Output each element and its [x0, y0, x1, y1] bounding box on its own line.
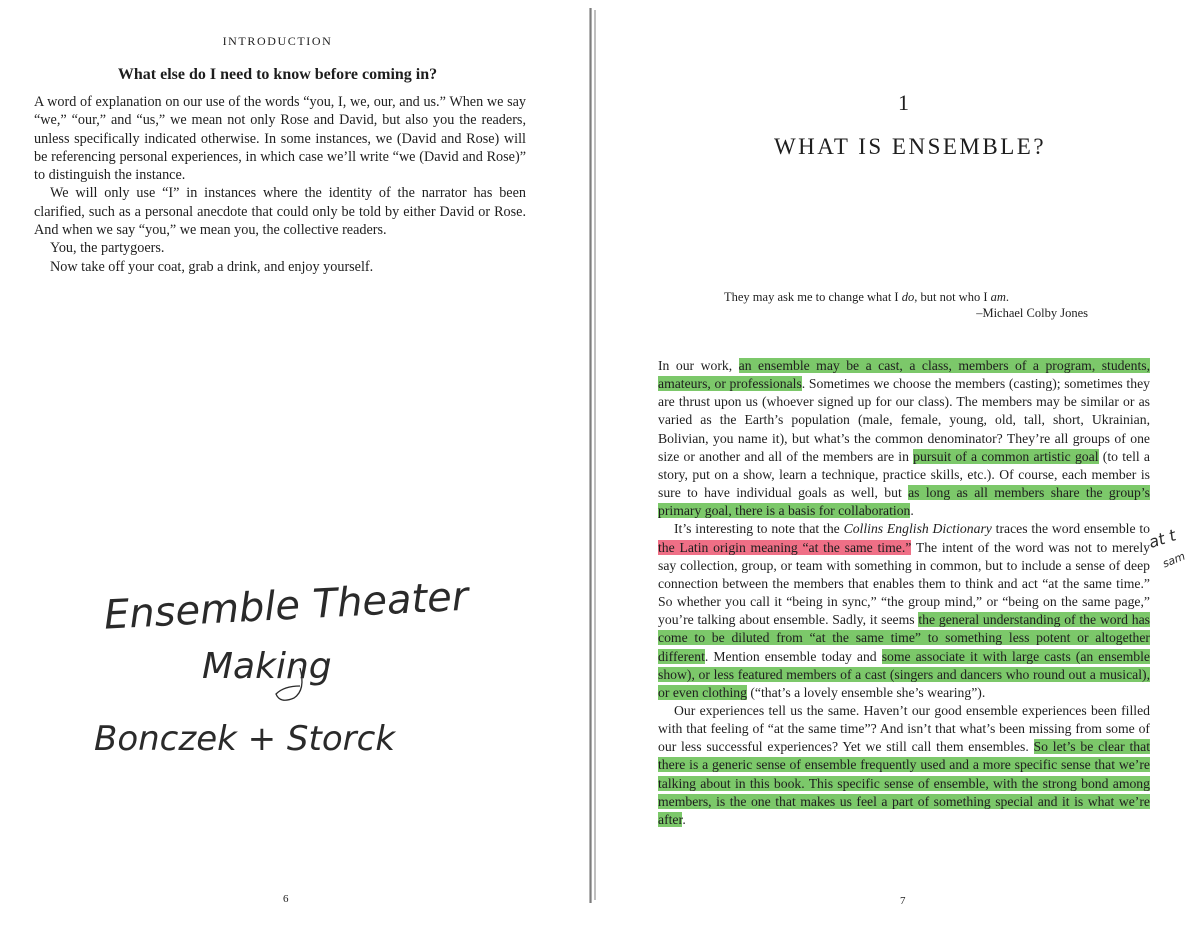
epigraph-emphasis: am	[990, 290, 1006, 304]
right-page	[598, 0, 1200, 927]
highlighted-text: the general understanding of the word has come to be diluted from “at the same time” to something less potent or altogether different	[658, 612, 1150, 664]
body-text: The intent of the word was not to merely say collection, group, or team with something in common, but to include a sense of deep connection between the members that enables them to think and act “at the same time.” So whether you call it “being in sync,” “the group mind,” or “being on the same page,” you’re talking about ensemble. Sadly, it seems	[658, 539, 1150, 628]
section-heading: What else do I need to know before coming in?	[117, 66, 438, 83]
page-number: 7	[900, 895, 906, 907]
body-text: In our work,	[658, 358, 739, 373]
page-number: 6	[283, 893, 289, 905]
epigraph-emphasis: do	[901, 290, 915, 304]
highlighted-text: So let’s be clear that there is a generic sense of ensemble frequently used and a more specific sense that we’re talking about in this book. This specific sense of ensemble, with the strong bond among members, is the one that makes us feel a part of something special and it is what we’re after	[658, 739, 1150, 827]
handwritten-line-1: Ensemble Theater	[102, 573, 470, 639]
paragraph	[658, 357, 1150, 520]
epigraph	[724, 289, 1088, 321]
running-head: INTRODUCTION	[222, 34, 333, 48]
handwritten-note	[0, 560, 592, 790]
body-text: Collins English Dictionary	[843, 521, 992, 537]
gutter-line	[594, 10, 596, 900]
paragraph	[658, 520, 1150, 702]
highlighted-text: an ensemble may be a cast, a class, members of a program, students, amateurs, or professionals	[658, 358, 1150, 392]
paragraph: A word of explanation on our use of the words “you, I, we, our, and us.” When we say “we,” “our,” and “us,” we mean not only Rose and David, but also you the readers, unless specifically indicated otherwise. In some instances, we (David and Rose) will be referencing personal experiences, in which case we’ll write “we (David and Rose)” to distinguish the instance.	[34, 94, 526, 184]
margin-annotation	[1143, 522, 1198, 582]
epigraph-attribution: –Michael Colby Jones	[976, 306, 1088, 320]
chapter-title: WHAT IS ENSEMBLE?	[773, 134, 1047, 159]
body-text: traces the word ensemble to	[991, 521, 1150, 537]
body-text: Our experiences tell us the same. Haven’t our good ensemble experiences been filled with that feeling of “at the same time”? And isn’t that what’s been missing from some of our less successful experiences? Yet we still call them ensembles.	[658, 702, 1150, 755]
paragraph: Now take off your coat, grab a drink, and enjoy yourself.	[50, 258, 374, 275]
highlighted-text: the Latin origin meaning “at the same time.”	[658, 539, 912, 555]
body-text: (“that’s a lovely ensemble she’s wearing”).	[746, 684, 986, 700]
highlighted-text: some associate it with large casts (an ensemble show), or less featured members of a cast (singers and dancers who round out a musical), or even clothing	[658, 648, 1150, 700]
left-body-text	[34, 93, 526, 276]
paragraph: We will only use “I” in instances where the identity of the narrator has been clarified, such as a personal anecdote that could only be told by either David or Rose. And when we say “you,” we mean you, the collective readers.	[34, 185, 526, 239]
gutter-shadow	[589, 8, 592, 903]
right-body-text	[658, 357, 1150, 829]
handwritten-line-3: Bonczek + Storck	[94, 719, 396, 759]
body-text: .	[682, 811, 686, 827]
body-text: .	[910, 503, 914, 519]
epigraph-text: , but not who I	[914, 290, 991, 304]
handwritten-line-2: Making	[202, 646, 332, 687]
epigraph-text: They may ask me to change what I	[724, 290, 902, 304]
body-text: . Mention ensemble today and	[704, 648, 882, 664]
epigraph-quote	[724, 290, 1009, 304]
body-text: (to tell a story, put on a show, learn a technique, practice skills, etc.). Of course, each member is sure to have individual goals as well, but	[658, 448, 1150, 501]
body-text: It’s interesting to note that the	[674, 521, 844, 537]
highlighted-text: pursuit of a common artistic goal	[913, 448, 1099, 464]
paragraph: You, the partygoers.	[50, 240, 165, 257]
left-page	[0, 0, 592, 927]
highlighted-text: as long as all members share the group’s primary goal, there is a basis for collaboration	[658, 485, 1150, 519]
epigraph-text: .	[1005, 290, 1010, 304]
paragraph	[658, 702, 1150, 829]
margin-note-line-1: at t	[1146, 525, 1179, 552]
chapter-number: 1	[898, 90, 909, 115]
margin-note-line-2: sam	[1160, 549, 1188, 571]
body-text: . Sometimes we choose the members (casting); sometimes they are thrust upon us (whoever signed up for our class). The members may be similar or as varied as the Earth’s population (male, female, young, old, tall, short, Ukrainian, Bolivian, you name it), but what’s the common denominator? They’re all groups of one size or another and all of the members are in	[658, 376, 1150, 464]
